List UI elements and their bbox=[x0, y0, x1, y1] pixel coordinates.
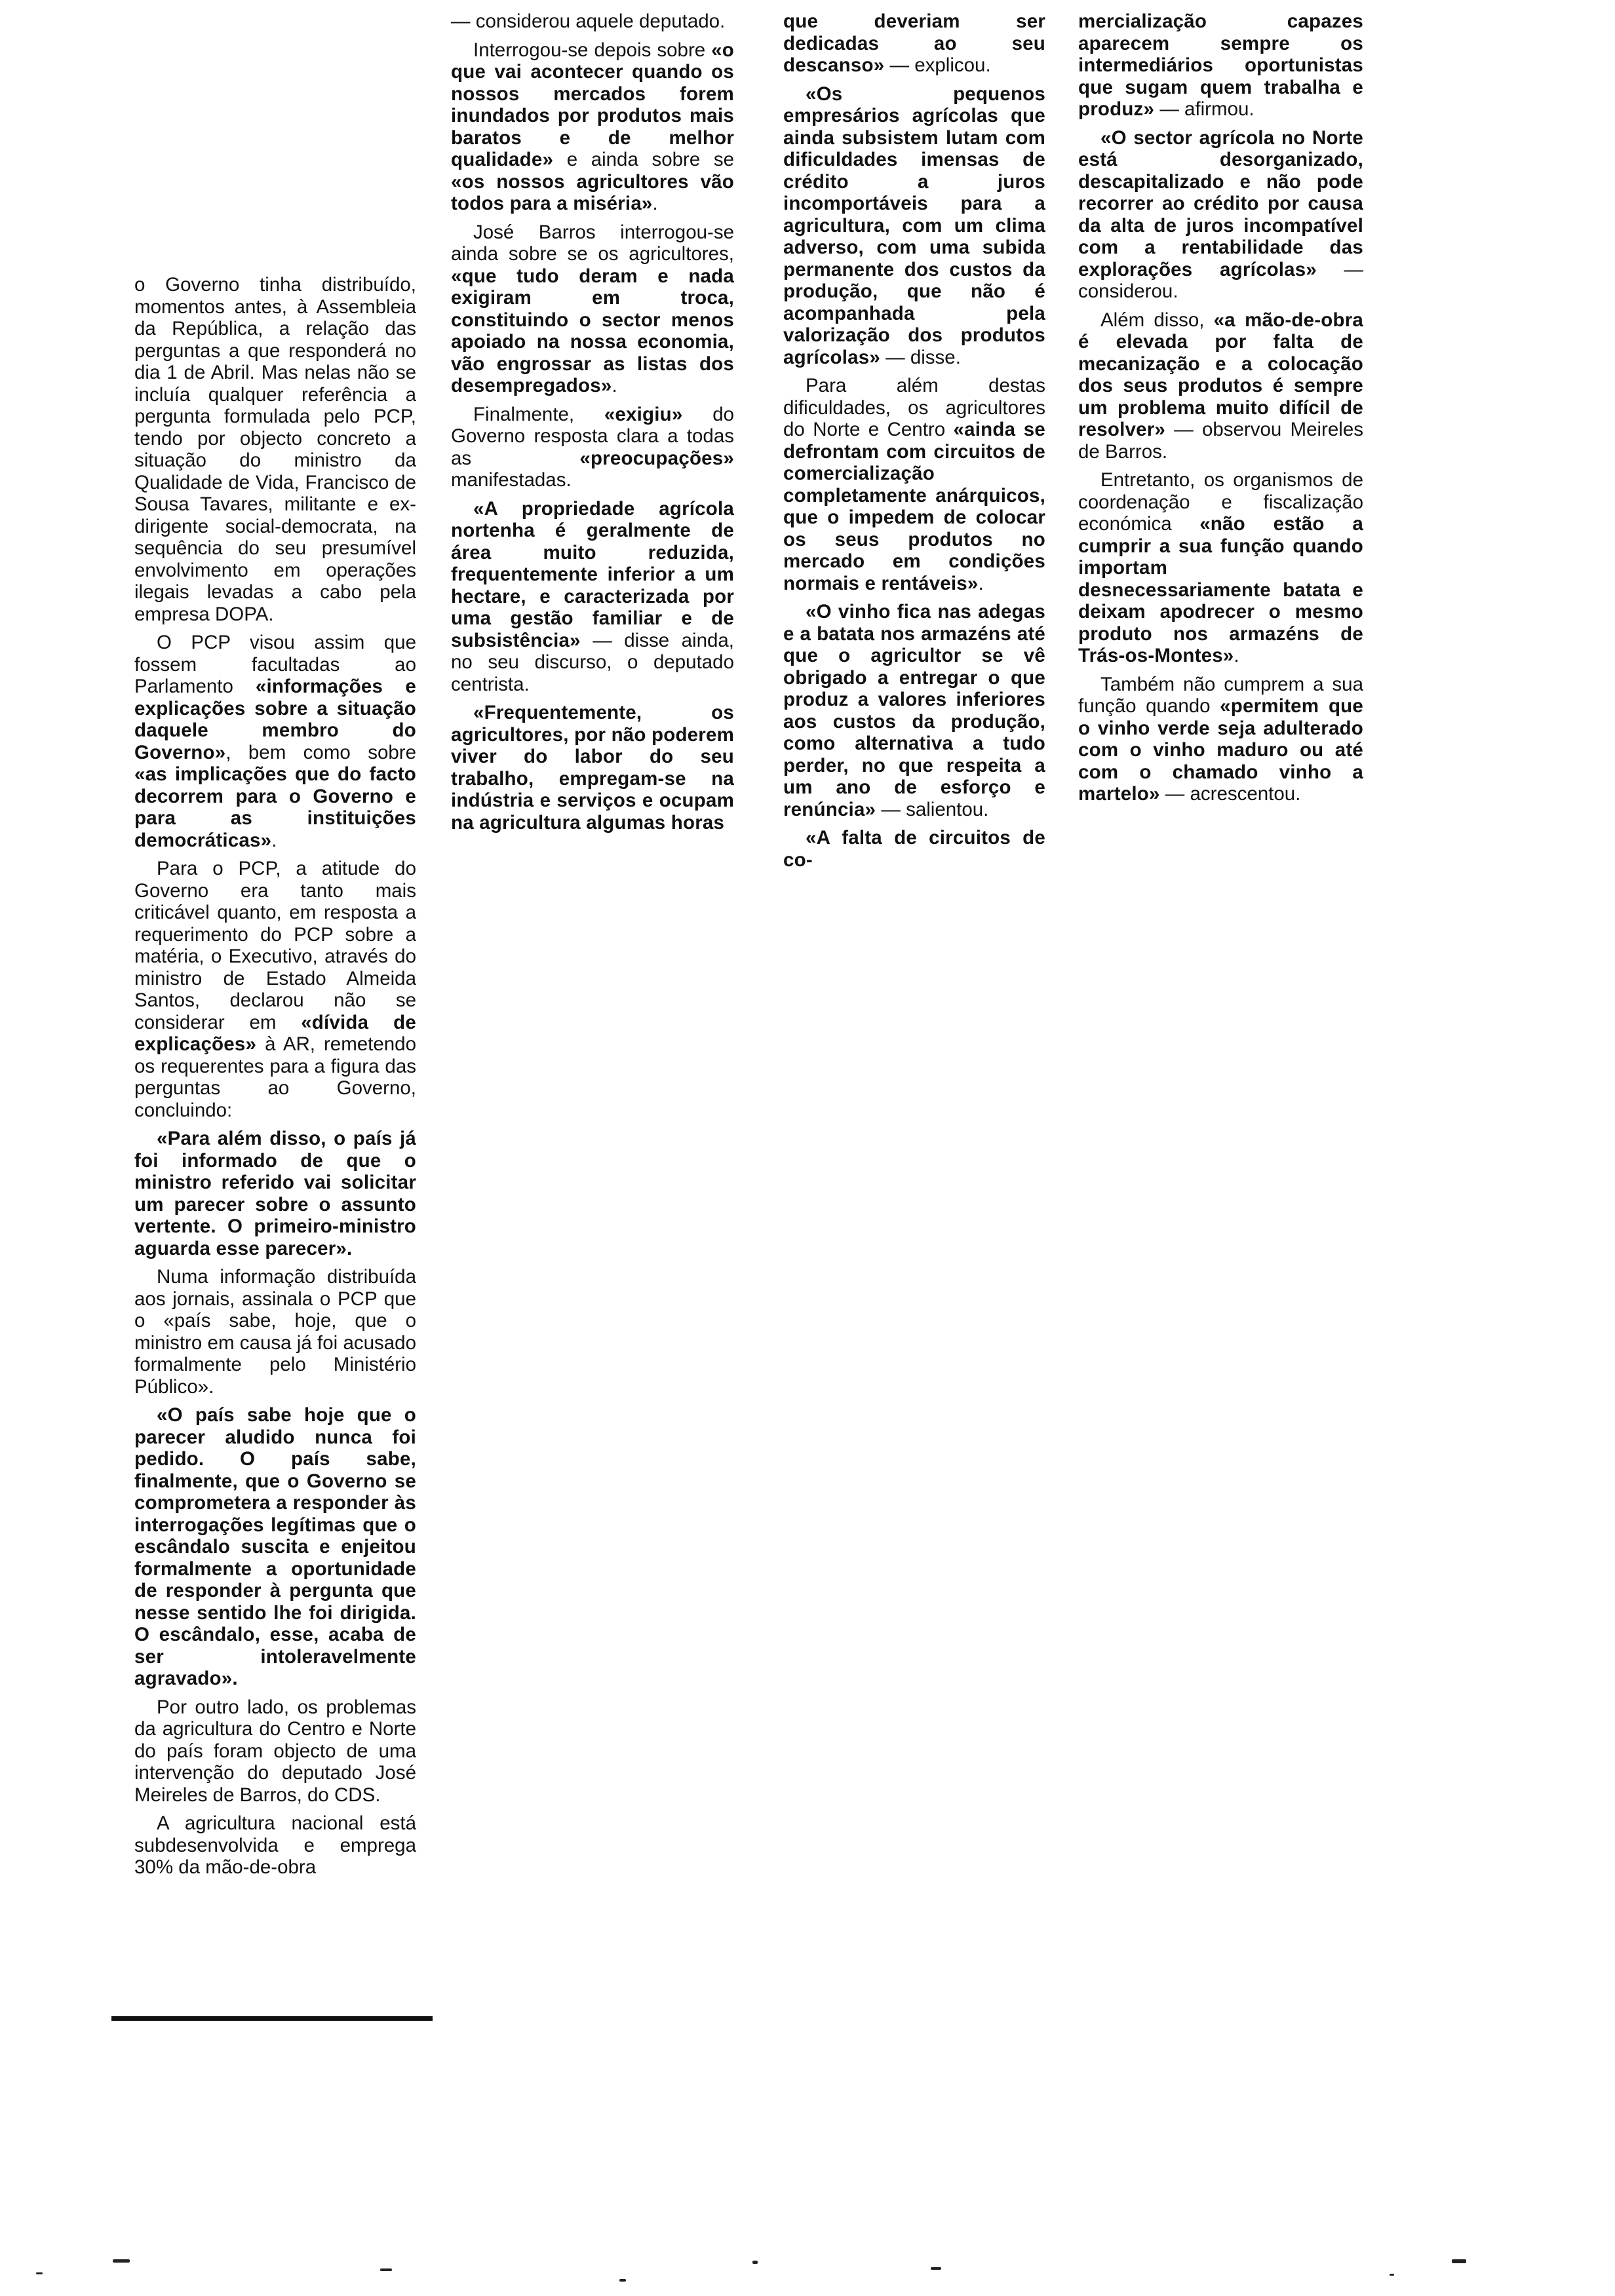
quote: «O vinho fica nas adegas e a batata nos armazéns até que o agricultor se vê obrigado a entregar o que produz a valores inferiores aos custos da produção, como alternativa a tudo perder, no que respeita a um ano de esforço e renúncia» bbox=[783, 601, 1045, 820]
paragraph: Também não cumprem a sua função quando «permitem que o vinho verde seja adulterado com o vinho maduro ou até com o chamado vinho a martelo» — acrescentou. bbox=[1078, 673, 1363, 805]
quote: «os nossos agricultores vão todos para a miséria» bbox=[451, 170, 734, 214]
scan-speck bbox=[619, 2279, 626, 2282]
column-end-rule bbox=[111, 2016, 433, 2021]
paragraph: Além disso, «a mão-de-obra é elevada por falta de mecanização e a colocação dos seus produtos é sempre um problema muito difícil de resolver» — observou Meireles de Barros. bbox=[1078, 309, 1363, 463]
quote: «A propriedade agrícola nortenha é geralmente de área muito reduzida, frequentemente inferior a um hectare, e caracterizada por uma gestão familiar e de subsistência» bbox=[451, 497, 734, 651]
paragraph: Por outro lado, os problemas da agricultura do Centro e Norte do país foram objecto de uma intervenção do deputado José Meireles de Barros, do CDS. bbox=[134, 1696, 416, 1806]
quote: «as implicações que do facto decorrem para o Governo e para as instituições democráticas» bbox=[134, 763, 416, 851]
paragraph: Para além destas dificuldades, os agricultores do Norte e Centro «ainda se defrontam com circuitos de comercialização completamente anárquicos, que o impedem de colocar os seus produtos no mercado em condições normais e rentáveis». bbox=[783, 375, 1046, 594]
paragraph: «O sector agrícola no Norte está desorganizado, descapitalizado e não pode recorrer ao crédito por causa da alta de juros incompatível com a rentabilidade das explorações agrícolas» — considerou. bbox=[1078, 126, 1364, 302]
paragraph: Finalmente, «exigiu» do Governo resposta clara a todas as «preocupações» manifestadas. bbox=[451, 403, 735, 491]
scan-speck bbox=[380, 2268, 392, 2271]
paragraph bbox=[451, 702, 734, 833]
paragraph: «A propriedade agrícola nortenha é geralmente de área muito reduzida, frequentemente inferior a um hectare, e caracterizada por uma gestão familiar e de subsistência» — disse ainda, no seu discurso, o deputado centrista. bbox=[451, 497, 734, 695]
paragraph: «O vinho fica nas adegas e a batata nos armazéns até que o agricultor se vê obrigado a entregar o que produz a valores inferiores aos custos da produção, como alternativa a tudo perder, no que respeita a um ano de esforço e renúncia» — salientou. bbox=[783, 601, 1045, 820]
quote: «permitem que o vinho verde seja adulterado com o vinho maduro ou até com o chamado vinho a martelo» bbox=[1078, 695, 1363, 805]
paragraph: o Governo tinha distribuído, momentos antes, à Assembleia da República, a relação das perguntas a que responderá no dia 1 de Abril. Mas nelas não se incluía qualquer referência a pergunta formulada pelo PCP, tendo por objecto concreto a situação do ministro da Qualidade de Vida, Francisco de Sousa Tavares, militante e ex-dirigente social-democrata, na sequência do seu presumível envolvimento em operações ilegais levadas a cabo pela empresa DOPA. bbox=[134, 274, 416, 625]
quote: «Os pequenos empresários agrícolas que ainda subsistem lutam com dificuldades imensas de crédito a juros incomportáveis para a agricultura, com um clima adverso, com uma subida permanente dos custos da produção, que não é acompanhada pela valorização dos produtos agrícolas» bbox=[783, 83, 1045, 368]
quote: «o que vai acontecer quando os nossos mercados forem inundados por produtos mais baratos e de melhor qualidade» bbox=[451, 39, 734, 170]
paragraph: Numa informação distribuída aos jornais, assinala o PCP que o «país sabe, hoje, que o ministro em causa já foi acusado formalmente pelo Ministério Público». bbox=[134, 1266, 416, 1398]
paragraph: Para o PCP, a atitude do Governo era tanto mais criticável quanto, em resposta a requerimento do PCP sobre a matéria, o Executivo, através do ministro de Estado Almeida Santos, declarou não se considerar em «dívida de explicações» à AR, remetendo os requerentes para a figura das perguntas ao Governo, concluindo: bbox=[134, 858, 416, 1121]
scan-speck bbox=[931, 2267, 941, 2270]
paragraph: «Os pequenos empresários agrícolas que ainda subsistem lutam com dificuldades imensas de crédito a juros incomportáveis para a agricultura, com um clima adverso, com uma subida permanente dos custos da produção, que não é acompanhada pela valorização dos produtos agrícolas» — disse. bbox=[783, 83, 1045, 368]
paragraph bbox=[783, 827, 1045, 871]
quote: mercialização capazes aparecem sempre os intermediários oportunistas que sugam quem trabalha e produz» bbox=[1078, 10, 1363, 120]
scan-speck bbox=[752, 2261, 758, 2264]
article-column-1 bbox=[134, 274, 416, 1879]
quote: «Frequentemente, os agricultores, por não poderem viver do labor do seu trabalho, empregam-se na indústria e serviços e ocupam na agricultura algumas horas bbox=[451, 702, 734, 833]
quote: «dívida de explicações» bbox=[134, 1011, 416, 1055]
paragraph: que deveriam ser dedicadas ao seu descanso» — explicou. bbox=[783, 10, 1045, 76]
quote: «ainda se defrontam com circuitos de comercialização completamente anárquicos, que o impedem de colocar os seus produtos no mercado em condições normais e rentáveis» bbox=[783, 419, 1046, 594]
paragraph: mercialização capazes aparecem sempre os intermediários oportunistas que sugam quem trabalha e produz» — afirmou. bbox=[1078, 10, 1363, 120]
paragraph bbox=[134, 1404, 416, 1690]
paragraph: José Barros interrogou-se ainda sobre se os agricultores, «que tudo deram e nada exigiram em troca, constituindo o sector menos apoiado na nossa economia, vão engrossar as listas dos desempregados». bbox=[451, 221, 734, 396]
paragraph: Entretanto, os organismos de coordenação e fiscalização económica «não estão a cumprir a sua função quando importam desnecessariamente batata e deixam apodrecer o mesmo produto nos armazéns de Trás-os-Montes». bbox=[1078, 469, 1363, 666]
paragraph: — considerou aquele deputado. bbox=[451, 10, 726, 32]
quote: «que tudo deram e nada exigiram em troca, constituindo o sector menos apoiado na nossa economia, vão engrossar as listas dos desempregados» bbox=[451, 265, 734, 396]
paragraph: A agricultura nacional está subdesenvolvida e emprega 30% da mão-de-obra bbox=[134, 1812, 416, 1878]
article-column-2 bbox=[451, 10, 734, 833]
quote: «O país sabe hoje que o parecer aludido nunca foi pedido. O país sabe, finalmente, que o Governo se comprometera a responder às interrogações legítimas que o escândalo suscita e enjeitou formalmente a oportunidade de responder à pergunta que nesse sentido lhe foi dirigida. O escândalo, esse, acaba de ser intoleravelmente agravado». bbox=[134, 1404, 416, 1689]
scan-speck bbox=[1452, 2259, 1466, 2263]
quote: «Para além disso, o país já foi informado de que o ministro referido vai solicitar um parecer sobre o assunto vertente. O primeiro-ministro aguarda esse parecer». bbox=[134, 1128, 416, 1259]
paragraph: Interrogou-se depois sobre «o que vai acontecer quando os nossos mercados forem inundados por produtos mais baratos e de melhor qualidade» e ainda sobre se «os nossos agricultores vão todos para a miséria». bbox=[451, 39, 734, 214]
scan-speck bbox=[113, 2259, 130, 2263]
quote: «exigiu» bbox=[604, 403, 683, 425]
quote: «preocupações» bbox=[579, 447, 734, 469]
quote: «a mão-de-obra é elevada por falta de mecanização e a colocação dos seus produtos é sempre um problema muito difícil de resolver» bbox=[1078, 309, 1363, 440]
quote: «informações e explicações sobre a situação daquele membro do Governo» bbox=[134, 676, 416, 763]
scan-speck bbox=[36, 2272, 43, 2274]
paragraph: O PCP visou assim que fossem facultadas ao Parlamento «informações e explicações sobre a situação daquele membro do Governo», bem como sobre «as implicações que do facto decorrem para o Governo e para as instituições democráticas». bbox=[134, 632, 416, 851]
quote: «O sector agrícola no Norte está desorganizado, descapitalizado e não pode recorrer ao crédito por causa da alta de juros incompatível com a rentabilidade das explorações agrícolas» bbox=[1078, 126, 1363, 280]
quote: que deveriam ser dedicadas ao seu descanso» bbox=[783, 10, 1045, 76]
article-column-3 bbox=[783, 10, 1045, 871]
paragraph bbox=[134, 1128, 416, 1259]
article-column-4 bbox=[1078, 10, 1363, 805]
quote: «não estão a cumprir a sua função quando importam desnecessariamente batata e deixam apodrecer o mesmo produto nos armazéns de Trás-os-Montes» bbox=[1078, 513, 1363, 666]
quote: «A falta de circuitos de co- bbox=[783, 827, 1045, 871]
scan-speck bbox=[1390, 2274, 1394, 2276]
